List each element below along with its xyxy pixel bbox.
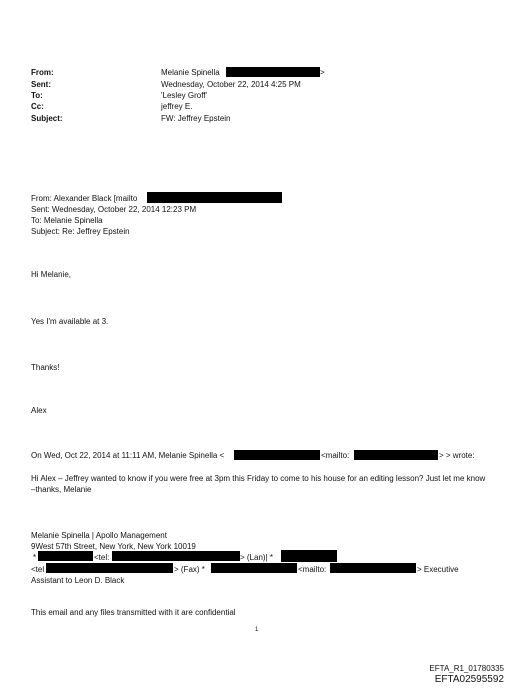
redaction-bar	[234, 450, 320, 460]
from-tail: >	[320, 68, 325, 77]
signature-tel1: <tel:	[94, 553, 110, 562]
signature-assistant: Assistant to Leon D. Black	[31, 576, 125, 585]
greeting: Hi Melanie,	[31, 270, 72, 279]
sent-label: Sent:	[31, 80, 51, 89]
cc-label: Cc:	[31, 102, 44, 111]
signature-mailto: <mailto:	[298, 565, 327, 574]
efta-code-large: EFTA02595592	[434, 674, 504, 685]
quoted-mailto: <mailto:	[321, 451, 350, 460]
signature-star: *	[33, 553, 37, 562]
redaction-bar	[211, 563, 297, 573]
subject-label: Subject:	[31, 114, 63, 123]
signature-address: 9West 57th Street, New York, New York 10019	[31, 542, 196, 551]
page-number: 1	[255, 627, 259, 633]
subject-value: FW: Jeffrey Epstein	[161, 114, 231, 123]
signature-tel2: <tel	[31, 565, 45, 574]
forwarded-subject: Subject: Re: Jeffrey Epstein	[31, 227, 130, 236]
redaction-bar	[46, 563, 173, 573]
from-value: Melanie Spinella	[161, 68, 220, 77]
efta-code-small: EFTA_R1_01780335	[429, 664, 504, 673]
to-value: 'Lesley Groff'	[161, 91, 208, 100]
cc-value: jeffrey E.	[161, 102, 193, 111]
to-label: To:	[31, 91, 43, 100]
redaction-bar	[147, 192, 282, 203]
redaction-bar	[38, 551, 93, 561]
quoted-message: Hi Alex – Jeffrey wanted to know if you were free at 3pm this Friday to come to his house for an editing lesson? Just let me know –thanks, Melanie	[31, 474, 486, 494]
quoted-header-start: On Wed, Oct 22, 2014 at 11:11 AM, Melanie Spinella <	[31, 451, 225, 460]
signature-fax: > (Fax) *	[174, 565, 205, 574]
sent-value: Wednesday, October 22, 2014 4:25 PM	[161, 80, 301, 89]
redaction-bar	[226, 67, 320, 77]
redaction-bar	[112, 551, 240, 561]
confidential-notice: This email and any files transmitted with it are confidential	[31, 608, 236, 617]
thanks-line: Thanks!	[31, 363, 60, 372]
body-line: Yes I'm available at 3.	[31, 317, 109, 326]
redaction-bar	[354, 450, 438, 460]
forwarded-sent: Sent: Wednesday, October 22, 2014 12:23 PM	[31, 205, 197, 214]
signature-lan: > (Lan)| *	[240, 553, 273, 562]
from-label: From:	[31, 68, 54, 77]
forwarded-from: From: Alexander Black [mailto	[31, 194, 138, 203]
redaction-bar	[281, 550, 337, 562]
signature-exec: > Executive	[417, 565, 459, 574]
redaction-bar	[330, 563, 416, 573]
quoted-header-end: > > wrote:	[439, 451, 475, 460]
forwarded-to: To: Melanie Spinella	[31, 216, 103, 225]
signature-name: Melanie Spinella | Apollo Management	[31, 531, 167, 540]
signoff: Alex	[31, 406, 47, 415]
